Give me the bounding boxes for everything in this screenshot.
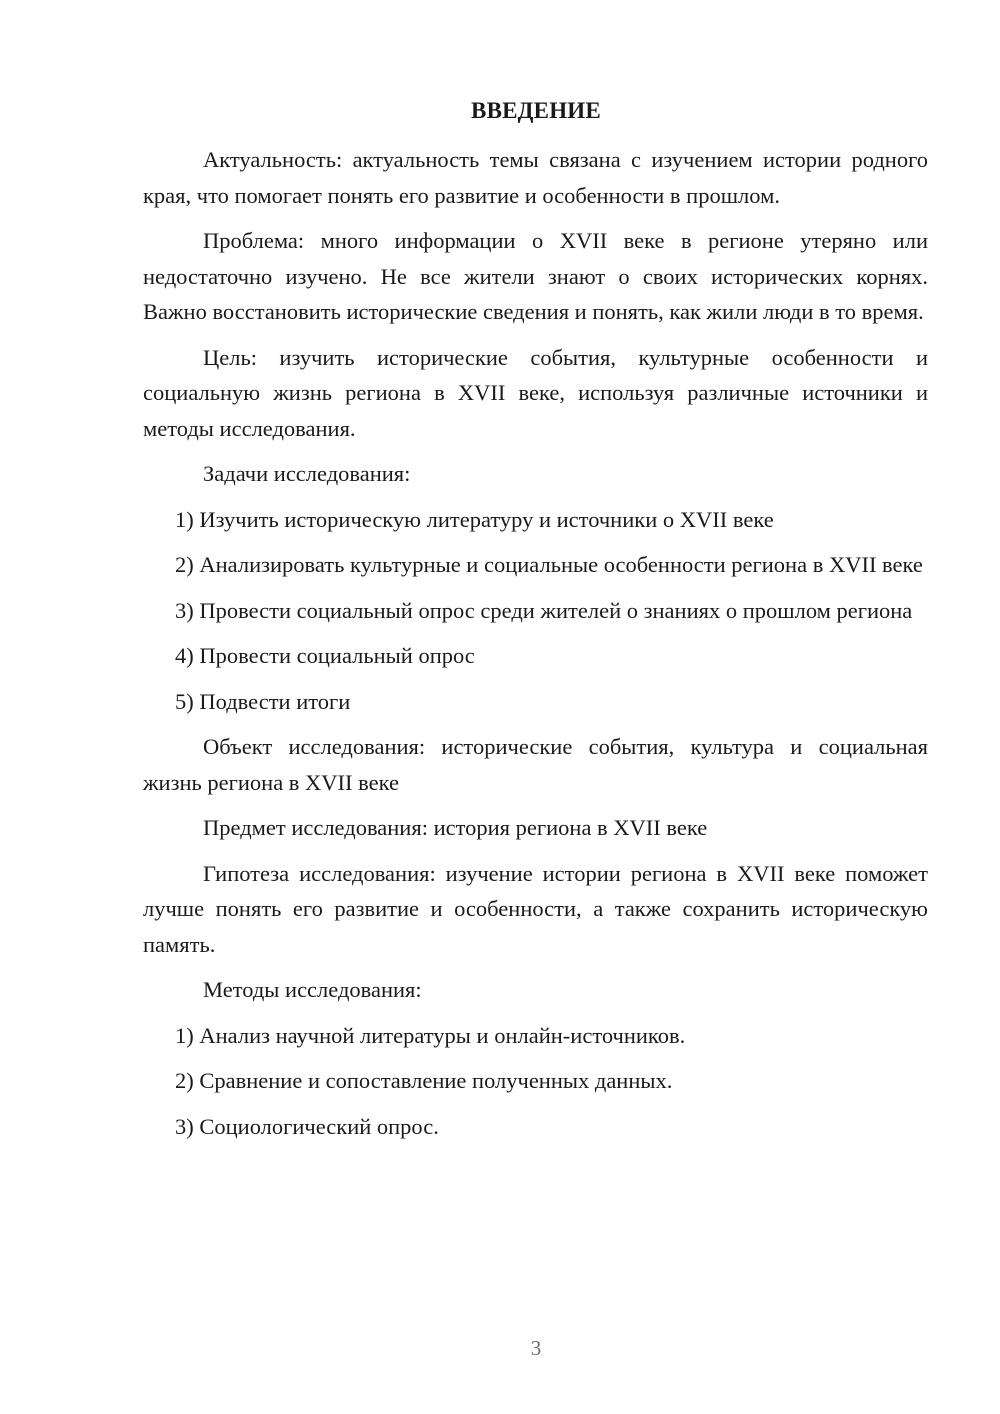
body-text [143,142,928,1144]
method-item-1: 1) Анализ научной литературы и онлайн-источников. [175,1022,686,1048]
paragraph-goal: Цель: изучить исторические события, культурные особенности и социальную жизнь региона в XVII веке, используя различные источники и методы исследования. [143,344,928,441]
method-item-3: 3) Социологический опрос. [175,1113,439,1139]
task-item-1: 1) Изучить историческую литературу и источники о XVII веке [175,506,774,532]
paragraph-relevance: Актуальность: актуальность темы связана с изучением истории родного края, что помогает понять его развитие и особенности в прошлом. [143,147,928,208]
paragraph-problem: Проблема: много информации о XVII веке в регионе утеряно или недостаточно изучено. Не все жители знают о своих исторических корнях. Важно восстановить исторические сведения и понять, как жили люди в то время. [143,228,928,324]
tasks-heading: Задачи исследования: [203,461,411,486]
task-item-2: 2) Анализировать культурные и социальные особенности региона в XVII веке [175,552,923,577]
task-item-4: 4) Провести социальный опрос [175,643,475,668]
page-title: ВВЕДЕНИЕ [471,98,601,123]
task-item-3: 3) Провести социальный опрос среди жителей о знаниях о прошлом региона [175,597,913,623]
paragraph-object: Объект исследования: исторические события, культура и социальная жизнь региона в XVII веке [143,734,928,795]
task-item-5: 5) Подвести итоги [175,688,351,714]
method-item-2: 2) Сравнение и сопоставление полученных данных. [175,1068,673,1093]
paragraph-hypothesis: Гипотеза исследования: изучение истории региона в XVII веке поможет лучше понять его развитие и особенности, а также сохранить историческую память. [143,860,928,957]
paragraph-subject: Предмет исследования: история региона в XVII веке [203,815,708,840]
page-number: 3 [530,1336,542,1360]
methods-heading: Методы исследования: [203,977,422,1002]
